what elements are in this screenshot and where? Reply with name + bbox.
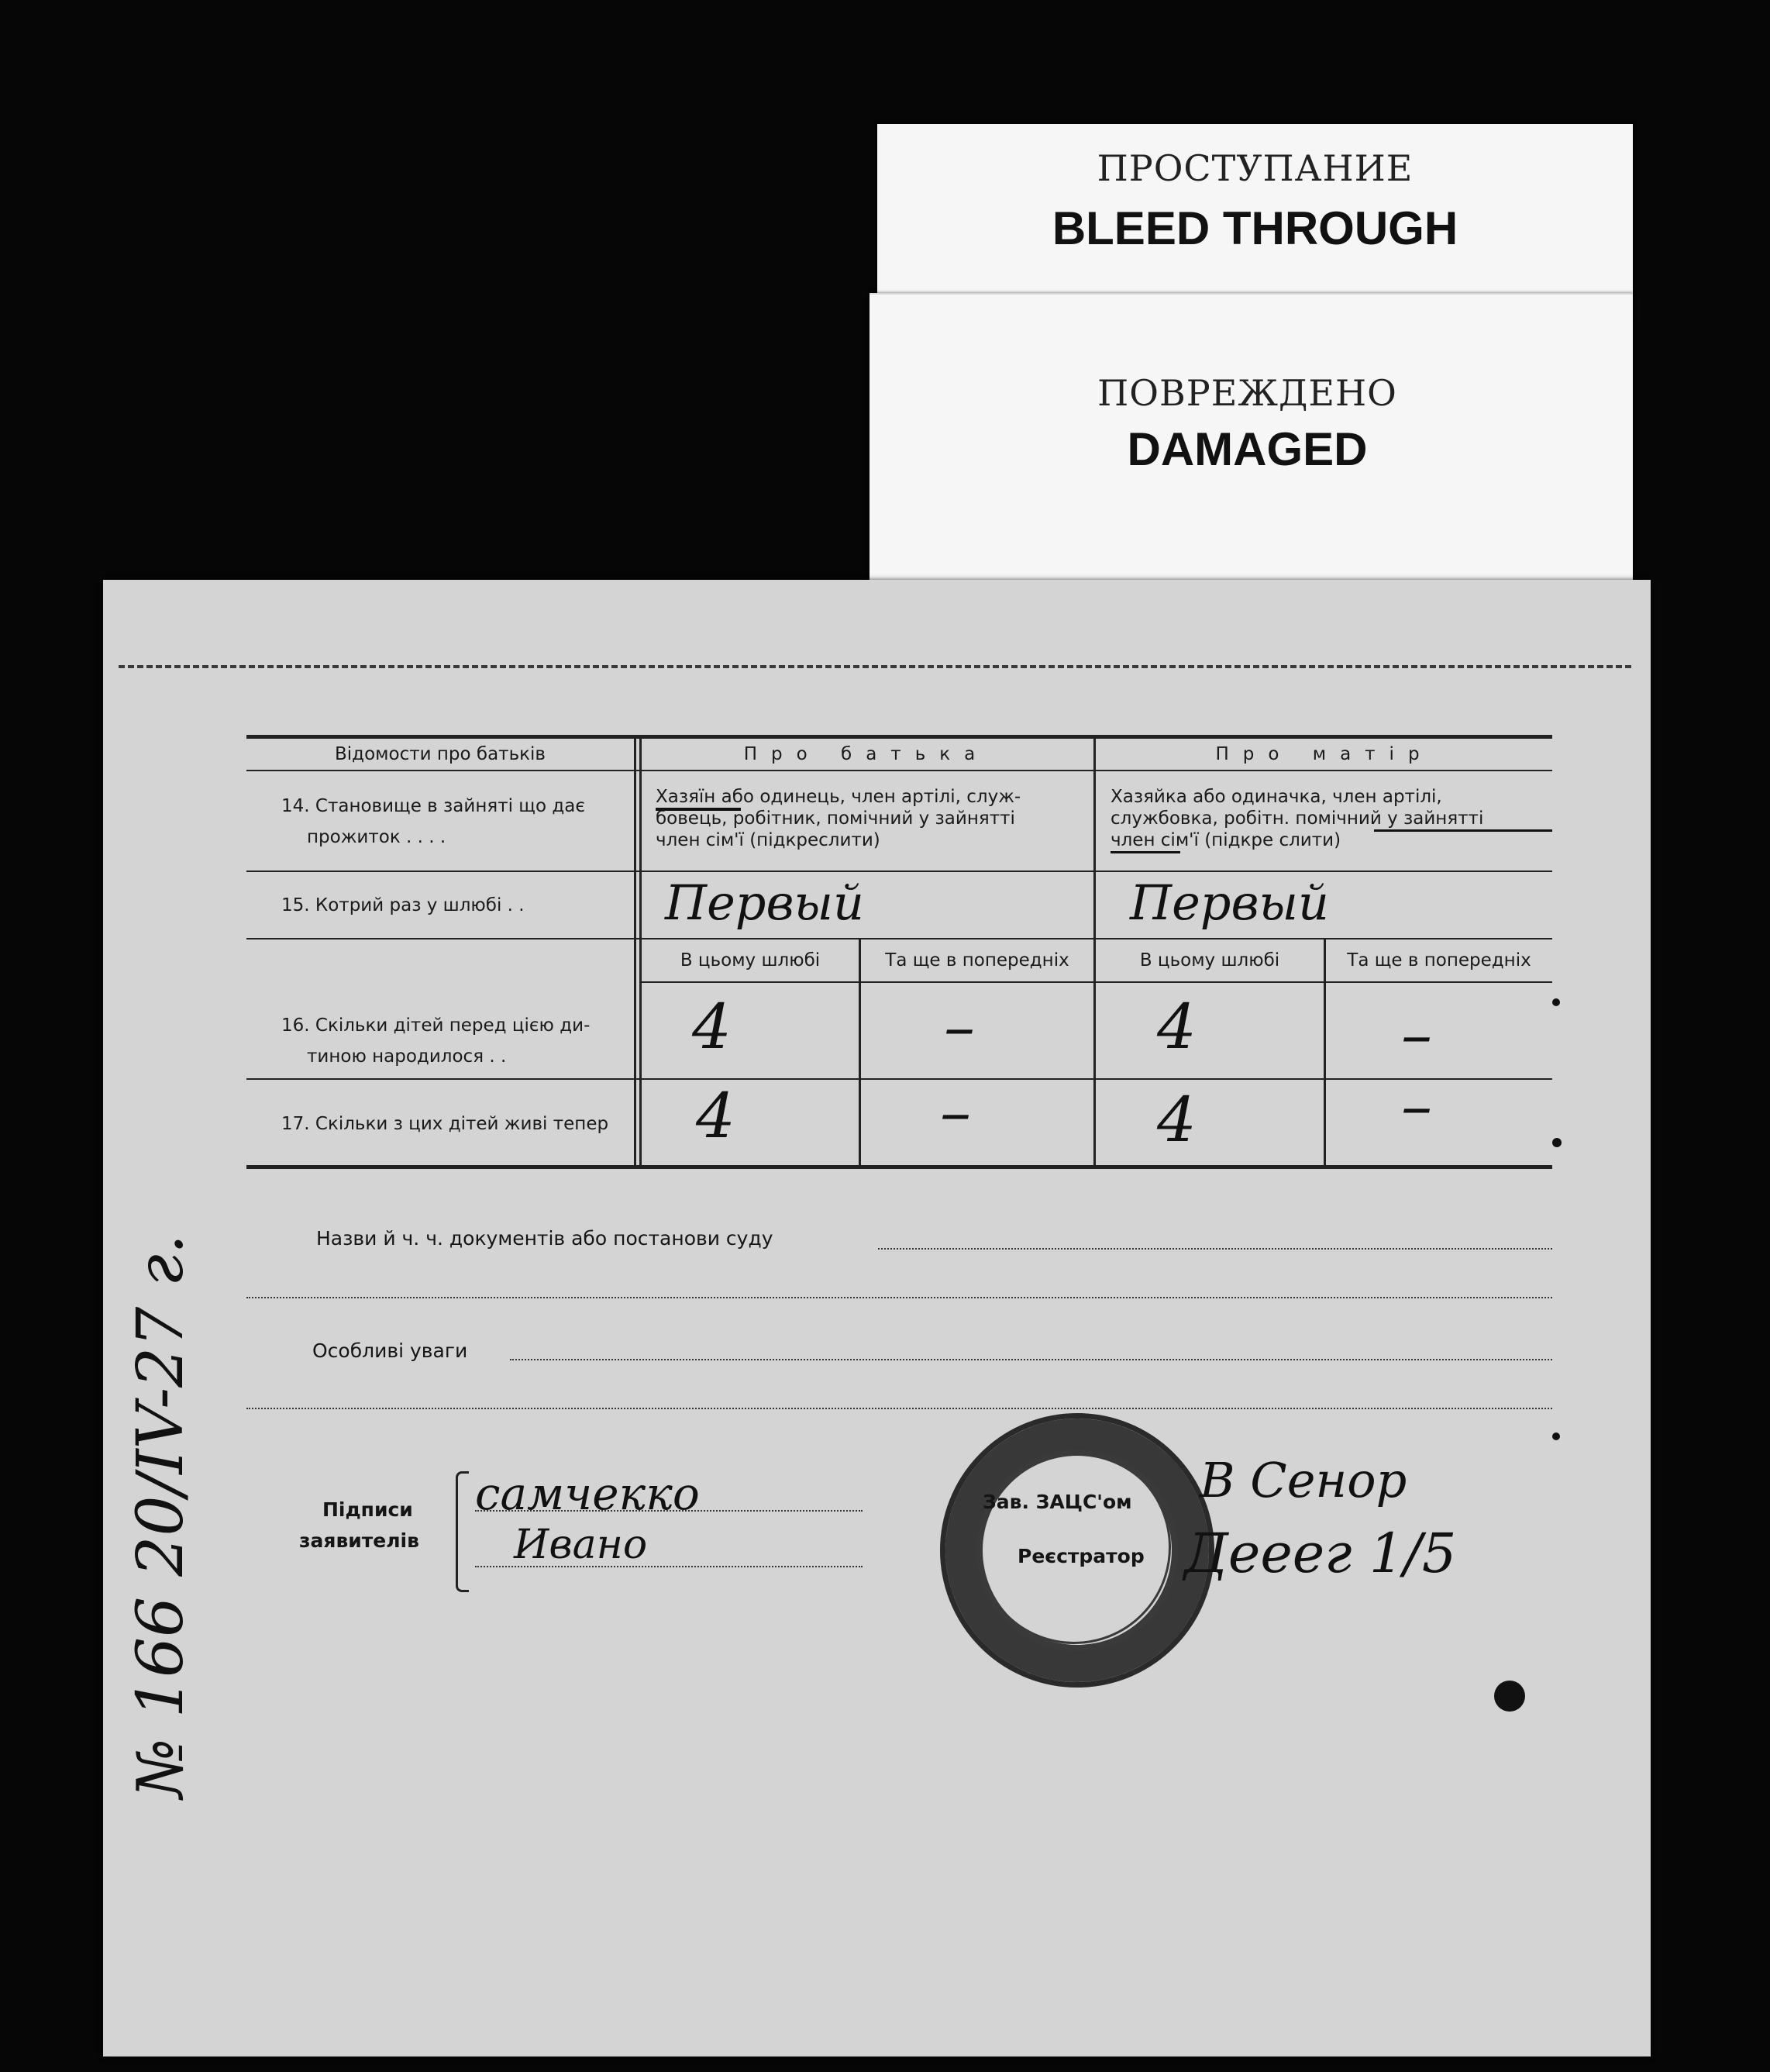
row17-label: 17. Скільки з цих дітей живі тепер [281,1114,609,1134]
subheader-father-this: В цьому шлюбі [680,950,821,970]
applicant-signature-1: самчекко [475,1467,700,1520]
table-rule [246,871,1552,872]
documents-field [878,1248,1552,1250]
row16-mother-prev: – [1401,998,1432,1070]
speck [1552,1432,1560,1440]
row16-label-1: 16. Скільки дітей перед цією ди- [281,1015,591,1036]
registrar-signature: Дееег 1/5 [1184,1522,1457,1585]
speck [1552,998,1560,1006]
signatures-brace [456,1471,469,1592]
row14-mother-2: службовка, робітн. помічний у зайнятті [1111,808,1484,829]
documents-label: Назви й ч. ч. документів або постанови суду [316,1227,773,1250]
table-col-rule [634,735,636,1169]
row16-father-prev: – [944,991,975,1063]
row14-mother-3: член сім'ї (підкре слити) [1111,830,1341,850]
table-top-rule [246,735,1552,739]
row14-label-1: 14. Становище в зайняті що дає [281,796,585,816]
underline-mark [1374,829,1552,832]
subheader-mother-this: В цьому шлюбі [1139,950,1280,970]
row17-father-this: 4 [696,1080,735,1152]
row16-label-2: тиною народилося . . [307,1046,507,1067]
subheader-mother-prev: Та ще в попередніх [1347,950,1531,970]
bleed-through-ru: ПРОСТУПАНИЕ [1097,147,1414,189]
row14-father-1: Хазяїн або одинець, член артілі, служ- [656,787,1021,807]
table-rule [246,770,1552,771]
signature-line-1 [475,1510,863,1512]
row16-father-this: 4 [692,991,732,1063]
notes-field [510,1359,1552,1360]
damaged-ru: ПОВРЕЖДЕНО [1097,372,1397,414]
header-parents-info: Відомости про батьків [335,744,546,764]
head-label: Зав. ЗАЦС'ом [983,1491,1132,1513]
table-rule [246,938,1552,939]
header-mother: Про матір [1215,744,1434,764]
damaged-card [870,293,1633,583]
notes-field-line-2 [246,1408,1552,1409]
row17-mother-prev: – [1401,1070,1432,1142]
row17-mother-this: 4 [1157,1084,1197,1156]
table-col-rule [859,938,861,1169]
underline-mark [656,808,741,811]
notes-label: Особливі уваги [312,1339,468,1362]
documents-field-line-2 [246,1297,1552,1298]
punch-hole [1494,1681,1525,1712]
head-signature: В Сенор [1200,1452,1407,1508]
row15-mother-value: Первый [1130,874,1329,931]
row15-label: 15. Котрий раз у шлюбі . . [281,895,525,915]
parents-table [246,735,1552,1169]
table-col-rule [1324,938,1326,1169]
speck [1552,1138,1562,1147]
header-father: Про батька [743,744,990,764]
table-bottom-rule [246,1165,1552,1169]
table-rule [246,1078,1552,1080]
row16-mother-this: 4 [1157,991,1197,1063]
document-sheet [103,580,1651,2056]
damaged-en: DAMAGED [1127,423,1368,475]
table-rule [639,981,1552,983]
underline-mark [1111,851,1180,853]
row15-father-value: Первый [665,874,864,931]
row14-father-3: член сім'ї (підкреслити) [656,830,880,850]
registrar-label: Реєстратор [1018,1545,1145,1567]
row14-mother-1: Хазяйка або одиначка, член артілі, [1111,787,1442,807]
signatures-label-1: Підписи [322,1498,413,1521]
bleed-through-en: BLEED THROUGH [1052,202,1458,254]
subheader-father-prev: Та ще в попередніх [885,950,1069,970]
row14-label-2: прожиток . . . . [307,827,446,847]
row17-father-prev: – [940,1076,971,1148]
margin-note: № 166 20/IV-27 г. [124,1234,198,1798]
signature-line-2 [475,1566,863,1567]
perforation-line [119,665,1631,668]
row14-father-2: бовець, робітник, помічний у зайнятті [656,808,1015,829]
applicant-signature-2: Ивано [514,1522,648,1568]
signatures-label-2: заявителів [299,1529,419,1552]
